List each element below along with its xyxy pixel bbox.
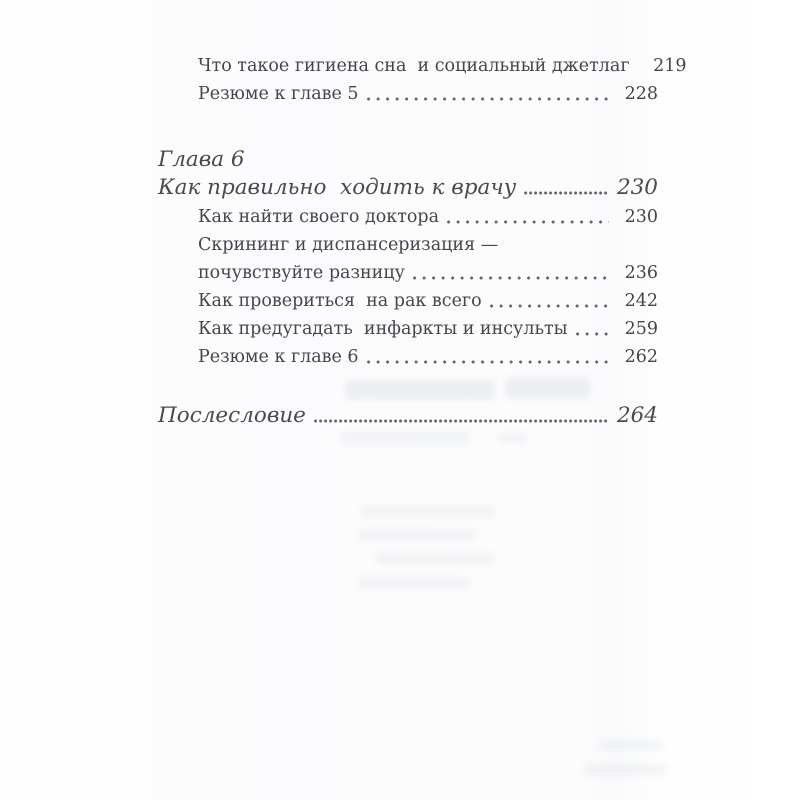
toc-page-number: 219 xyxy=(653,56,687,76)
showthrough-text-blob xyxy=(498,432,526,444)
toc-page-number: 228 xyxy=(624,84,658,104)
dot-leader xyxy=(447,219,609,225)
showthrough-text-blob xyxy=(375,552,495,565)
toc-entry-label: Как провериться на рак всего xyxy=(198,291,482,311)
dot-leader xyxy=(367,359,609,365)
toc-entry-label: Как предугадать инфаркты и инсульты xyxy=(198,319,568,339)
showthrough-text-blob xyxy=(358,576,470,589)
section-gap xyxy=(158,108,658,146)
toc-entry-label: Скрининг и диспансеризация — xyxy=(198,235,499,255)
toc-entry-label: Что такое гигиена сна и социальный джетлаг xyxy=(198,56,630,76)
dot-leader xyxy=(367,96,609,102)
toc-entry xyxy=(158,203,658,231)
showthrough-text-blob xyxy=(360,505,495,518)
dot-leader xyxy=(576,331,609,337)
toc-entry-label: почувствуйте разницу xyxy=(198,263,405,283)
toc-entry-label: Как найти своего доктора xyxy=(198,207,440,227)
toc-entry-label: Глава 6 xyxy=(158,147,245,172)
showthrough-text-blob xyxy=(584,763,666,776)
showthrough-text-blob xyxy=(598,739,664,751)
toc-entry xyxy=(158,315,658,343)
showthrough-text-blob xyxy=(358,528,476,541)
toc-page-number: 236 xyxy=(624,263,658,283)
dot-leader xyxy=(524,190,609,196)
toc-chapter-heading xyxy=(158,146,658,173)
toc-page-number: 259 xyxy=(624,319,658,339)
toc-entry xyxy=(158,343,658,371)
toc-entry-label: Послесловие xyxy=(158,403,306,428)
toc-chapter-title-entry xyxy=(158,173,658,203)
toc-page-number: 230 xyxy=(616,175,658,200)
toc-entry-label: Резюме к главе 6 xyxy=(198,347,359,367)
toc-entry-wrapped-line2 xyxy=(158,259,658,287)
dot-leader xyxy=(490,303,609,309)
toc-page-number: 230 xyxy=(624,207,658,227)
dot-leader xyxy=(314,418,609,424)
toc-entry xyxy=(158,52,687,80)
toc-entry-wrapped-line1 xyxy=(158,231,658,259)
showthrough-text-blob xyxy=(340,430,470,446)
toc-page-number: 262 xyxy=(624,347,658,367)
dot-leader xyxy=(413,275,609,281)
toc-entry-label: Резюме к главе 5 xyxy=(198,84,359,104)
toc-page-number: 242 xyxy=(624,291,658,311)
toc-entry-label: Как правильно ходить к врачу xyxy=(158,175,517,200)
toc-entry xyxy=(158,80,658,108)
toc-afterword-entry xyxy=(158,401,658,431)
table-of-contents xyxy=(158,52,687,431)
toc-page-number: 264 xyxy=(616,403,658,428)
toc-entry xyxy=(158,287,658,315)
